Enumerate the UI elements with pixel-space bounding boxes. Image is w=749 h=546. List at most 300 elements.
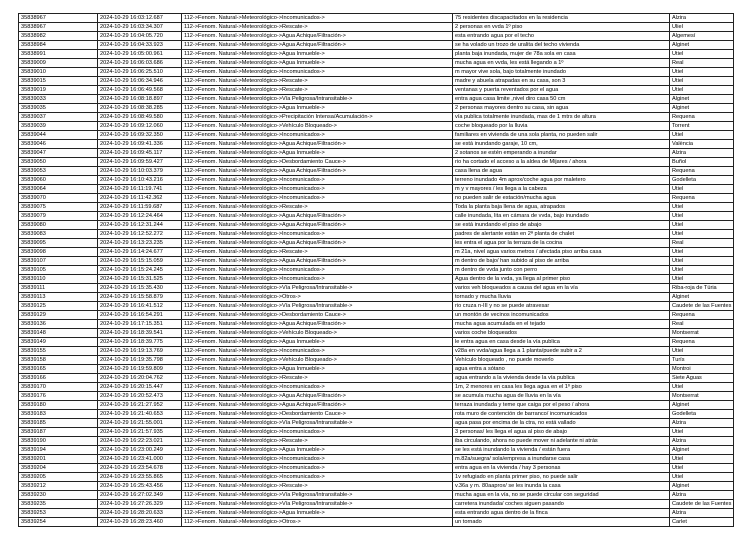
table-row [19,140,734,149]
incident-id-cell: 35839194 [19,446,98,455]
municipality-cell: Montserrat [670,329,734,338]
category-cell: 112->Fenom. Natural->Meteorológico->Precipitación Intensa/Acumulación-> [182,113,453,122]
category-cell: 112->Fenom. Natural->Meteorológico->Incomunicados-> [182,68,453,77]
municipality-cell: Utiel [670,50,734,59]
incident-id-cell: 35839158 [19,356,98,365]
municipality-cell: Utiel [670,68,734,77]
table-row [19,482,734,491]
category-cell: 112->Fenom. Natural->Meteorológico->Vía Peligrosa/Intransitable-> [182,500,453,509]
incident-id-cell: 35839165 [19,365,98,374]
table-row [19,437,734,446]
description-cell: se acumula mucha agua de lluvia en la vía [453,392,670,401]
timestamp-cell: 2024-10-29 16:04:05.720 [98,32,182,41]
municipality-cell: Alginet [670,41,734,50]
municipality-cell: Buñol [670,158,734,167]
table-row [19,446,734,455]
municipality-cell: Alzira [670,509,734,518]
category-cell: 112->Fenom. Natural->Meteorológico->Agua Achique/Filtración-> [182,140,453,149]
description-cell: mucha agua en la vía, no se puede circular con seguridad [453,491,670,500]
category-cell: 112->Fenom. Natural->Meteorológico->Agua Inmueble-> [182,338,453,347]
category-cell: 112->Fenom. Natural->Meteorológico->Incomunicados-> [182,473,453,482]
description-cell: ventanas y puerta reventados por el agua [453,86,670,95]
description-cell: Agua dentro de la vvda, ya llega al primer piso [453,275,670,284]
municipality-cell: Montroi [670,365,734,374]
timestamp-cell: 2024-10-29 16:06:34.946 [98,77,182,86]
municipality-cell: Siete Aguas [670,374,734,383]
municipality-cell: Alginet [670,104,734,113]
incident-id-cell: 35839015 [19,77,98,86]
table-row [19,275,734,284]
incident-id-cell: 35839111 [19,284,98,293]
description-cell: 75 residentes discapacitados en la residencia [453,14,670,23]
description-cell: iba circulando, ahora no puede mover ni adelante ni atrás [453,437,670,446]
table-row [19,131,734,140]
category-cell: 112->Fenom. Natural->Meteorológico->Agua Achique/Filtración-> [182,401,453,410]
description-cell: varios coche bloqueados [453,329,670,338]
timestamp-cell: 2024-10-29 16:22:23.021 [98,437,182,446]
table-row [19,14,734,23]
table-row [19,419,734,428]
description-cell: un montón de vecinos incomunicados [453,311,670,320]
category-cell: 112->Fenom. Natural->Meteorológico->Incomunicados-> [182,14,453,23]
description-cell: se les está inundando la vivienda / están fuera [453,446,670,455]
timestamp-cell: 2024-10-29 16:14:24.677 [98,248,182,257]
category-cell: 112->Fenom. Natural->Meteorológico->Rescate-> [182,77,453,86]
description-cell: m.82a/suegra/ sola/empresa a inundarse casa [453,455,670,464]
timestamp-cell: 2024-10-29 16:28:20.633 [98,509,182,518]
incident-id-cell: 35838967 [19,14,98,23]
category-cell: 112->Fenom. Natural->Meteorológico->Otros-> [182,293,453,302]
timestamp-cell: 2024-10-29 16:19:59.809 [98,365,182,374]
municipality-cell: Requena [670,113,734,122]
category-cell: 112->Fenom. Natural->Meteorológico->Rescate-> [182,374,453,383]
category-cell: 112->Fenom. Natural->Meteorológico->Incomunicados-> [182,428,453,437]
municipality-cell: Alginet [670,95,734,104]
table-row [19,176,734,185]
municipality-cell: Alginet [670,293,734,302]
category-cell: 112->Fenom. Natural->Meteorológico->Agua Inmueble-> [182,446,453,455]
municipality-cell: Requena [670,167,734,176]
category-cell: 112->Fenom. Natural->Meteorológico->Rescate-> [182,248,453,257]
description-cell: calle inundada, lita en cámara de vvda, bajo inundado [453,212,670,221]
timestamp-cell: 2024-10-29 16:12:24.464 [98,212,182,221]
table-row [19,185,734,194]
incident-id-cell: 35839079 [19,212,98,221]
category-cell: 112->Fenom. Natural->Meteorológico->Agua Achique/Filtración-> [182,212,453,221]
timestamp-cell: 2024-10-29 16:06:49.568 [98,86,182,95]
description-cell: varios veh bloqueados a causa del agua en la vía [453,284,670,293]
municipality-cell: Utiel [670,473,734,482]
description-cell: m dentro de vvda junto con perro [453,266,670,275]
category-cell: 112->Fenom. Natural->Meteorológico->Incomunicados-> [182,455,453,464]
incident-id-cell: 35839064 [19,185,98,194]
timestamp-cell: 2024-10-29 16:21:55.001 [98,419,182,428]
category-cell: 112->Fenom. Natural->Meteorológico->Vía Peligrosa/Intransitable-> [182,491,453,500]
municipality-cell: Utiel [670,257,734,266]
description-cell: m y v mayores / les llega a la cabeza [453,185,670,194]
description-cell: esta entrando agua dentro de la finca [453,509,670,518]
category-cell: 112->Fenom. Natural->Meteorológico->Incomunicados-> [182,464,453,473]
incident-id-cell: 35839010 [19,68,98,77]
timestamp-cell: 2024-10-29 16:11:42.362 [98,194,182,203]
incident-id-cell: 35839050 [19,158,98,167]
description-cell: agua pasa por encima de la ctra, no está vallado [453,419,670,428]
municipality-cell: Caudete de las Fuentes [670,500,734,509]
municipality-cell: Alzira [670,491,734,500]
timestamp-cell: 2024-10-29 16:08:49.580 [98,113,182,122]
description-cell: rio ha cortado el acceso a la aldea de Mijares / ahora [453,158,670,167]
municipality-cell: Utiel [670,383,734,392]
incident-id-cell: 35839070 [19,194,98,203]
timestamp-cell: 2024-10-29 16:15:31.525 [98,275,182,284]
timestamp-cell: 2024-10-29 16:10:43.216 [98,176,182,185]
category-cell: 112->Fenom. Natural->Meteorológico->Incomunicados-> [182,266,453,275]
description-cell: mucha agua acumulada en el tejado [453,320,670,329]
table-row [19,149,734,158]
description-cell: terraza inundada y teme que caiga por el peso / ahora [453,401,670,410]
municipality-cell: Algemesí [670,32,734,41]
timestamp-cell: 2024-10-29 16:05:00.961 [98,50,182,59]
municipality-cell: Alzira [670,149,734,158]
incident-id-cell: 35839037 [19,113,98,122]
incident-id-cell: 35839125 [19,302,98,311]
description-cell: m mayor vive sola, bajo totalmente inundado [453,68,670,77]
incident-id-cell: 35839205 [19,473,98,482]
description-cell: rota muro de contención de barranco/ incomunicados [453,410,670,419]
description-cell: entra agua en la vivienda / hay 3 personas [453,464,670,473]
description-cell: terreno inundado 4m aprox/coche agua por maletero [453,176,670,185]
timestamp-cell: 2024-10-29 16:12:52.272 [98,230,182,239]
category-cell: 112->Fenom. Natural->Meteorológico->Agua Inmueble-> [182,365,453,374]
incident-id-cell: 35839230 [19,491,98,500]
incident-id-cell: 35839107 [19,257,98,266]
category-cell: 112->Fenom. Natural->Meteorológico->Incomunicados-> [182,176,453,185]
municipality-cell: Utiel [670,86,734,95]
table-row [19,302,734,311]
table-row [19,356,734,365]
table-row [19,473,734,482]
category-cell: 112->Fenom. Natural->Meteorológico->Agua Inmueble-> [182,104,453,113]
table-row [19,491,734,500]
description-cell: familiares en vivienda de una sola planta, no pueden salir [453,131,670,140]
category-cell: 112->Fenom. Natural->Meteorológico->Agua Achique/Filtración-> [182,239,453,248]
description-cell: rio cruza n-III y no se puede atravesar [453,302,670,311]
category-cell: 112->Fenom. Natural->Meteorológico->Agua Achique/Filtración-> [182,257,453,266]
table-row [19,311,734,320]
table-row [19,122,734,131]
table-row [19,401,734,410]
municipality-cell: Utiel [670,248,734,257]
timestamp-cell: 2024-10-29 16:18:39.541 [98,329,182,338]
incident-id-cell: 35839166 [19,374,98,383]
timestamp-cell: 2024-10-29 16:15:15.059 [98,257,182,266]
category-cell: 112->Fenom. Natural->Meteorológico->Agua Inmueble-> [182,50,453,59]
municipality-cell: Godelleta [670,410,734,419]
municipality-cell: Requena [670,338,734,347]
description-cell: entra agua casa limite ,nivel diro casa 50 cm [453,95,670,104]
table-row [19,374,734,383]
timestamp-cell: 2024-10-29 16:16:41.512 [98,302,182,311]
municipality-cell: Utiel [670,347,734,356]
description-cell: v28a en vvda/agua llega a 1 planta/puede subir a 2 [453,347,670,356]
municipality-cell: Utiel [670,266,734,275]
table-row [19,383,734,392]
category-cell: 112->Fenom. Natural->Meteorológico->Rescate-> [182,203,453,212]
description-cell: les entra el agua por la terraza de la cocina [453,239,670,248]
table-row [19,23,734,32]
category-cell: 112->Fenom. Natural->Meteorológico->Incomunicados-> [182,275,453,284]
municipality-cell: Alginet [670,482,734,491]
table-row [19,230,734,239]
table-row [19,32,734,41]
incident-id-cell: 35839253 [19,509,98,518]
municipality-cell: Utiel [670,212,734,221]
category-cell: 112->Fenom. Natural->Meteorológico->Vehículo Bloqueado-> [182,356,453,365]
incident-id-cell: 35839113 [19,293,98,302]
timestamp-cell: 2024-10-29 16:15:58.879 [98,293,182,302]
description-cell: se ha volado un trozo de uralita del techo vivienda [453,41,670,50]
incident-id-cell: 35839212 [19,482,98,491]
incident-id-cell: 35839047 [19,149,98,158]
timestamp-cell: 2024-10-29 16:09:12.060 [98,122,182,131]
municipality-cell: Real [670,59,734,68]
table-row [19,347,734,356]
municipality-cell: Utiel [670,203,734,212]
incident-id-cell: 35839204 [19,464,98,473]
table-row [19,95,734,104]
category-cell: 112->Fenom. Natural->Meteorológico->Agua Achique/Filtración-> [182,392,453,401]
timestamp-cell: 2024-10-29 16:04:33.923 [98,41,182,50]
timestamp-cell: 2024-10-29 16:03:12.687 [98,14,182,23]
description-cell: no pueden salir de estación/mucha agua [453,194,670,203]
municipality-cell: Caudete de las Fuentes [670,302,734,311]
table-row [19,59,734,68]
description-cell: agua entrando a la vivienda desde la vía publica [453,374,670,383]
description-cell: m dentro de bajo/ han subido al piso de arriba [453,257,670,266]
category-cell: 112->Fenom. Natural->Meteorológico->Agua Inmueble-> [182,149,453,158]
incident-log-body [19,14,734,527]
incident-id-cell: 35839009 [19,59,98,68]
table-row [19,41,734,50]
table-row [19,338,734,347]
table-row [19,221,734,230]
description-cell: tornado y mucha lluvia [453,293,670,302]
table-row [19,194,734,203]
incident-id-cell: 35839180 [19,401,98,410]
incident-id-cell: 35839176 [19,392,98,401]
incident-id-cell: 35839201 [19,455,98,464]
table-row [19,500,734,509]
incident-id-cell: 35839183 [19,410,98,419]
category-cell: 112->Fenom. Natural->Meteorológico->Incomunicados-> [182,383,453,392]
table-row [19,329,734,338]
timestamp-cell: 2024-10-29 16:17:15.351 [98,320,182,329]
category-cell: 112->Fenom. Natural->Meteorológico->Rescate-> [182,437,453,446]
table-row [19,239,734,248]
table-row [19,158,734,167]
description-cell: 1v refugiado en planta primer piso, no puede salir [453,473,670,482]
description-cell: v.36a y m. 80aaprox/ se les inunda la casa [453,482,670,491]
description-cell: 2 personas en vvda 1º piso [453,23,670,32]
municipality-cell: Montserrat [670,392,734,401]
timestamp-cell: 2024-10-29 16:20:15.447 [98,383,182,392]
timestamp-cell: 2024-10-29 16:23:55.865 [98,473,182,482]
timestamp-cell: 2024-10-29 16:09:32.350 [98,131,182,140]
description-cell: carretera inundada/ coches siguen pasando [453,500,670,509]
description-cell: vía publica totalmente inundada, mas de 1 mtrs de altura [453,113,670,122]
municipality-cell: Alginet [670,446,734,455]
category-cell: 112->Fenom. Natural->Meteorológico->Rescate-> [182,86,453,95]
timestamp-cell: 2024-10-29 16:20:04.762 [98,374,182,383]
category-cell: 112->Fenom. Natural->Meteorológico->Rescate-> [182,23,453,32]
table-row [19,248,734,257]
municipality-cell: Utiel [670,185,734,194]
category-cell: 112->Fenom. Natural->Meteorológico->Vía Peligrosa/Intransitable-> [182,95,453,104]
municipality-cell: Requena [670,311,734,320]
timestamp-cell: 2024-10-29 16:12:31.244 [98,221,182,230]
incident-id-cell: 35839046 [19,140,98,149]
timestamp-cell: 2024-10-29 16:16:54.291 [98,311,182,320]
table-row [19,167,734,176]
municipality-cell: Godelleta [670,176,734,185]
municipality-cell: Requena [670,194,734,203]
timestamp-cell: 2024-10-29 16:15:24.245 [98,266,182,275]
table-row [19,293,734,302]
timestamp-cell: 2024-10-29 16:09:59.427 [98,158,182,167]
table-row [19,77,734,86]
description-cell: 2 personas mayores dentro su casa, sin agua [453,104,670,113]
description-cell: agua entra a sótano [453,365,670,374]
category-cell: 112->Fenom. Natural->Meteorológico->Incomunicados-> [182,347,453,356]
municipality-cell: Alzira [670,419,734,428]
table-row [19,86,734,95]
description-cell: le entra agua en casa desde la vía publica [453,338,670,347]
municipality-cell: Utiel [670,230,734,239]
incident-id-cell: 35839033 [19,95,98,104]
table-row [19,50,734,59]
incident-id-cell: 35839060 [19,176,98,185]
timestamp-cell: 2024-10-29 16:15:35.430 [98,284,182,293]
municipality-cell: Alginet [670,401,734,410]
description-cell: madre y abuela atrapadas en su casa, son 3 [453,77,670,86]
description-cell: Toda la planta baja llena de agua, atrapados [453,203,670,212]
incident-id-cell: 35838982 [19,32,98,41]
category-cell: 112->Fenom. Natural->Meteorológico->Vehículo Bloqueado-> [182,329,453,338]
table-row [19,464,734,473]
table-row [19,518,734,527]
timestamp-cell: 2024-10-29 16:13:23.235 [98,239,182,248]
timestamp-cell: 2024-10-29 16:06:03.686 [98,59,182,68]
timestamp-cell: 2024-10-29 16:11:19.741 [98,185,182,194]
incident-id-cell: 35839105 [19,266,98,275]
description-cell: casa llena de agua [453,167,670,176]
timestamp-cell: 2024-10-29 16:23:54.678 [98,464,182,473]
table-row [19,509,734,518]
incident-id-cell: 35839098 [19,248,98,257]
municipality-cell: Alzira [670,14,734,23]
description-cell: 1m, 2 menores en casa les llega agua en el 1º piso [453,383,670,392]
description-cell: Vehículo bloqueado , no puede moverlo [453,356,670,365]
municipality-cell: Alzira [670,437,734,446]
municipality-cell: Real [670,320,734,329]
timestamp-cell: 2024-10-29 16:19:13.769 [98,347,182,356]
municipality-cell: Uliel [670,23,734,32]
incident-id-cell: 35839080 [19,221,98,230]
timestamp-cell: 2024-10-29 16:23:00.249 [98,446,182,455]
category-cell: 112->Fenom. Natural->Meteorológico->Agua Inmueble-> [182,509,453,518]
category-cell: 112->Fenom. Natural->Meteorológico->Desbordamiento Cauce-> [182,158,453,167]
table-row [19,392,734,401]
description-cell: m 21a, nivel agua varios metros / afectada piso arriba casa [453,248,670,257]
timestamp-cell: 2024-10-29 16:21:57.935 [98,428,182,437]
table-row [19,104,734,113]
incident-id-cell: 35839053 [19,167,98,176]
municipality-cell: Torrent [670,122,734,131]
category-cell: 112->Fenom. Natural->Meteorológico->Agua Achique/Filtración-> [182,167,453,176]
timestamp-cell: 2024-10-29 16:21:27.952 [98,401,182,410]
municipality-cell: Utiel [670,428,734,437]
incident-id-cell: 35839035 [19,104,98,113]
timestamp-cell: 2024-10-29 16:28:23.460 [98,518,182,527]
municipality-cell: Utiel [670,275,734,284]
timestamp-cell: 2024-10-29 16:23:41.000 [98,455,182,464]
timestamp-cell: 2024-10-29 16:10:03.379 [98,167,182,176]
table-row [19,212,734,221]
incident-log-table [18,13,734,527]
timestamp-cell: 2024-10-29 16:08:38.285 [98,104,182,113]
municipality-cell: Utiel [670,221,734,230]
municipality-cell: Real [670,239,734,248]
category-cell: 112->Fenom. Natural->Meteorológico->Vía Peligrosa/Intransitable-> [182,284,453,293]
municipality-cell: Utiel [670,464,734,473]
incident-id-cell: 35839254 [19,518,98,527]
description-cell: esta entrando agua por el techo [453,32,670,41]
timestamp-cell: 2024-10-29 16:06:25.510 [98,68,182,77]
municipality-cell: València [670,140,734,149]
category-cell: 112->Fenom. Natural->Meteorológico->Rescate-> [182,482,453,491]
category-cell: 112->Fenom. Natural->Meteorológico->Agua Achique/Filtración-> [182,32,453,41]
incident-id-cell: 35839083 [19,230,98,239]
category-cell: 112->Fenom. Natural->Meteorológico->Incomunicados-> [182,131,453,140]
table-row [19,428,734,437]
municipality-cell: Utiel [670,77,734,86]
category-cell: 112->Fenom. Natural->Meteorológico->Vía Peligrosa/Intransitable-> [182,302,453,311]
incident-id-cell: 35839095 [19,239,98,248]
incident-id-cell: 35839129 [19,311,98,320]
table-row [19,113,734,122]
description-cell: mucha agua en vvda, les está llegando a 1º [453,59,670,68]
category-cell: 112->Fenom. Natural->Meteorológico->Desbordamiento Cauce-> [182,311,453,320]
timestamp-cell: 2024-10-29 16:19:35.798 [98,356,182,365]
incident-id-cell: 35839110 [19,275,98,284]
incident-id-cell: 35839075 [19,203,98,212]
table-row [19,203,734,212]
incident-id-cell: 35839235 [19,500,98,509]
incident-id-cell: 35839149 [19,338,98,347]
municipality-cell: Utiel [670,455,734,464]
incident-id-cell: 35839155 [19,347,98,356]
category-cell: 112->Fenom. Natural->Meteorológico->Desbordamiento Cauce-> [182,410,453,419]
incident-id-cell: 35839187 [19,428,98,437]
incident-id-cell: 35839136 [19,320,98,329]
table-row [19,257,734,266]
category-cell: 112->Fenom. Natural->Meteorológico->Agua Achique/Filtración-> [182,221,453,230]
category-cell: 112->Fenom. Natural->Meteorológico->Agua Inmueble-> [182,59,453,68]
timestamp-cell: 2024-10-29 16:08:18.897 [98,95,182,104]
category-cell: 112->Fenom. Natural->Meteorológico->Incomunicados-> [182,185,453,194]
timestamp-cell: 2024-10-29 16:27:02.349 [98,491,182,500]
incident-id-cell: 35839019 [19,86,98,95]
